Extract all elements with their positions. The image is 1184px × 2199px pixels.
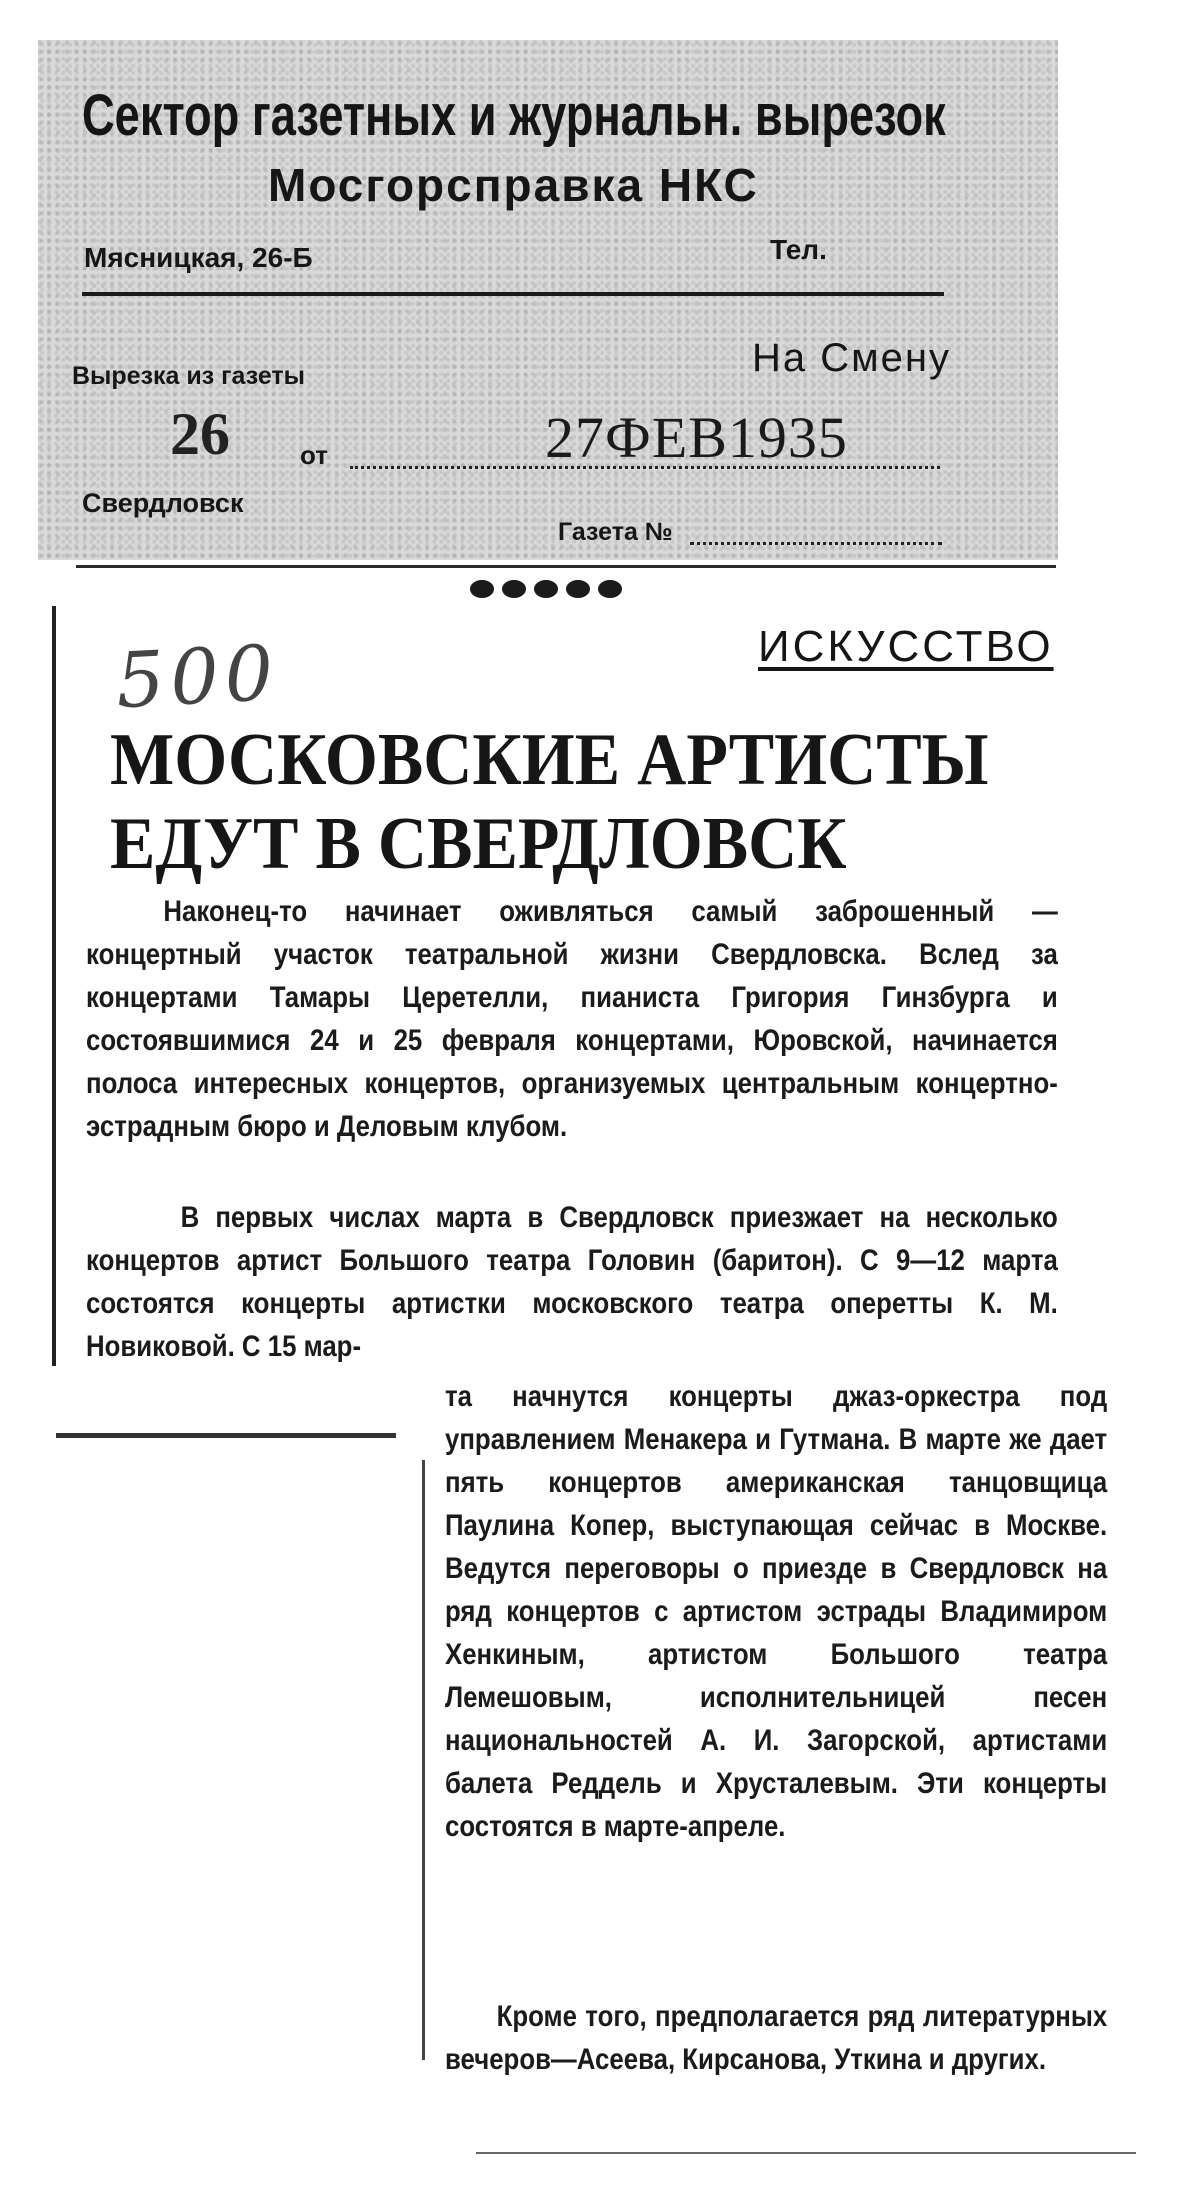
stamp-address: Мясницкая, 26-Б — [84, 242, 313, 273]
headline-line-2: ЕДУТ В СВЕРДЛОВСК — [110, 803, 847, 885]
stamp-city: Свердловск — [82, 488, 244, 518]
bottom-divider — [476, 2152, 1136, 2154]
article-headline — [110, 718, 989, 886]
header-divider — [76, 565, 1056, 568]
stamp-divider — [82, 292, 944, 296]
headline-line-1: МОСКОВСКИЕ АРТИСТЫ — [110, 719, 989, 801]
article-paragraph-3: та начнутся концерты джаз-оркестра под управлением Менакера и Гутмана. В марте же дает пять концертов американская танцовщица Паулина Копер, выступающая сейчас в Москве. Ведутся переговоры о приезде в Свердловск на ряд концертов с артистом эстрады Владимиром Хенкиным, артистом Большого театра Лемешовым, исполнительницей песен национальностей А. И. Загорской, артистами балета Реддель и Хрусталевым. Эти концерты состоятся в марте-апреле. — [445, 1380, 1108, 1843]
article-paragraph-2: В первых числах марта в Свердловск приезжает на несколько концертов артист Большого театра Головин (баритон). С 9—12 марта состоятся концерты артистки московского театра оперетты К. М. Новиковой. С 15 мар- — [86, 1201, 1058, 1363]
column-rule-right — [422, 1460, 425, 2060]
article-paragraph-1: Наконец-то начинает оживляться самый заброшенный —концертный участок театральной жизни Свердловска. Вслед за концертами Тамары Церетелли, пианиста Григория Гинзбурга и состоявшимися 24 и 25 февраля концертами, Юровской, начинается полоса интересных концертов, организуемых центральным концертно-эстрадным бюро и Деловым клубом. — [86, 895, 1058, 1143]
column-rule-left — [52, 606, 56, 1366]
gazeta-dotted-line — [690, 542, 942, 545]
stamp-title: Сектор газетных и журнальн. вырезок — [82, 83, 946, 148]
stamp-organization: Мосгорсправка НКС — [268, 159, 759, 211]
gazeta-number-label: Газета № — [558, 518, 673, 546]
stamp-phone: Тел. — [770, 234, 827, 265]
clipping-cut-line — [56, 1433, 396, 1438]
clipping-number: 26 — [170, 401, 230, 467]
date-stamp: 27ФЕВ1935 — [545, 405, 848, 470]
handwritten-number: 500 — [113, 627, 282, 726]
ornament-dots — [470, 580, 630, 603]
article-paragraph-4: Кроме того, предполагается ряд литературных вечеров—Асеева, Кирсанова, Уткина и других. — [445, 2000, 1108, 2076]
section-heading: ИСКУССТВО — [758, 622, 1054, 671]
date-prefix: от — [300, 440, 328, 470]
clipping-label: Вырезка из газеты — [72, 362, 305, 390]
newspaper-name: На Смену — [752, 336, 951, 380]
